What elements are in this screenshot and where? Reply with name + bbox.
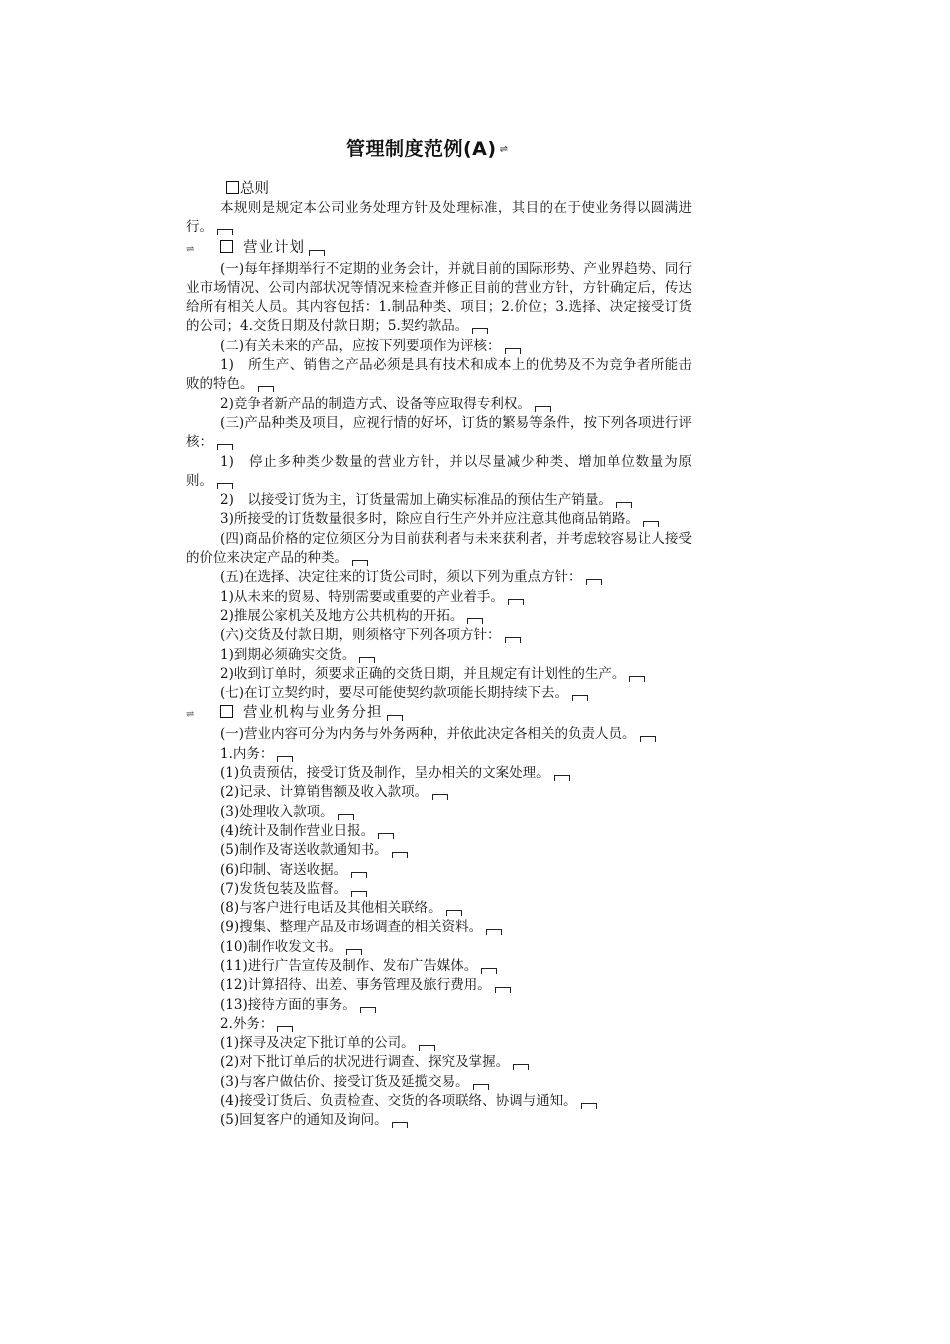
paragraph-mark-icon	[359, 657, 375, 663]
paragraph-mark-icon	[486, 929, 502, 935]
list-item: (6)印制、寄送收据。	[186, 861, 692, 880]
list-item: (5)回复客户的通知及询问。	[186, 1111, 692, 1130]
paragraph: 2)竞争者新产品的制造方式、设备等应取得专利权。	[186, 395, 692, 414]
list-item: (9)搜集、整理产品及市场调查的相关资料。	[186, 918, 692, 937]
paragraph-mark-icon	[352, 560, 368, 566]
paragraph-mark-icon	[217, 229, 233, 235]
list-item: (1)探寻及决定下批订单的公司。	[186, 1034, 692, 1053]
outline-marker-icon: ⇌	[186, 709, 195, 721]
list-item: (1)负责预估，接受订货及制作，呈办相关的文案处理。	[186, 764, 692, 783]
paragraph-mark-icon	[554, 775, 570, 781]
paragraph-mark-icon	[586, 579, 602, 585]
paragraph-mark-icon	[535, 406, 551, 412]
paragraph-mark-icon	[616, 502, 632, 508]
paragraph: (一)营业内容可分为内务与外务两种，并依此决定各相关的负责人员。	[186, 725, 692, 744]
paragraph: 1) 停止多种类少数量的营业方针，并以尽量减少种类、增加单位数量为原则。	[186, 453, 692, 489]
checkbox-glyph-icon	[220, 240, 233, 253]
paragraph-mark-icon	[505, 637, 521, 643]
paragraph-mark-icon	[473, 1084, 489, 1090]
list-item: (3)处理收入款项。	[186, 803, 692, 822]
checkbox-glyph-icon	[220, 705, 233, 718]
paragraph-mark-icon	[640, 736, 656, 742]
paragraph-mark-icon	[419, 1045, 435, 1051]
internal-duties-list	[186, 764, 692, 1015]
paragraph-mark-icon	[643, 521, 659, 527]
paragraph: 2)推展公家机关及地方公共机构的开拓。	[186, 607, 692, 626]
heading-marker-icon: ⇌	[499, 143, 509, 155]
paragraph: (六)交货及付款日期，则须格守下列各项方针：	[186, 626, 692, 645]
paragraph-mark-icon	[446, 910, 462, 916]
paragraph-mark-icon	[387, 715, 403, 721]
checkbox-glyph-icon	[226, 181, 239, 194]
paragraph-mark-icon	[217, 483, 233, 489]
paragraph-mark-icon	[508, 599, 524, 605]
paragraph: 1)从未来的贸易、特别需要或重要的产业着手。	[186, 588, 692, 607]
paragraph: 本规则是规定本公司业务处理方针及处理标准，其目的在于使业务得以圆满进行。	[186, 200, 692, 236]
section-heading-general: 总则	[226, 179, 692, 199]
paragraph-mark-icon	[351, 872, 367, 878]
paragraph: (七)在订立契约时，要尽可能使契约款项能长期持续下去。	[186, 684, 692, 703]
paragraph-mark-icon	[392, 852, 408, 858]
paragraph-mark-icon	[432, 794, 448, 800]
list-item: (4)统计及制作营业日报。	[186, 822, 692, 841]
paragraph: 2) 以接受订货为主，订货量需加上确实标准品的预估生产销量。	[186, 491, 692, 510]
paragraph-mark-icon	[346, 949, 362, 955]
paragraph: (二)有关未来的产品，应按下列要项作为评核：	[186, 337, 692, 356]
list-item: (13)接待方面的事务。	[186, 996, 692, 1015]
paragraph-mark-icon	[467, 618, 483, 624]
paragraph-mark-icon	[360, 1007, 376, 1013]
paragraph-mark-icon	[505, 348, 521, 354]
paragraph: 2)收到订单时，须要求正确的交货日期，并且规定有计划性的生产。	[186, 665, 692, 684]
paragraph-mark-icon	[629, 676, 645, 682]
paragraph-mark-icon	[217, 444, 233, 450]
outline-marker-icon: ⇌	[186, 243, 195, 255]
paragraph-mark-icon	[472, 328, 488, 334]
paragraph-mark-icon	[392, 1122, 408, 1128]
paragraph-mark-icon	[309, 250, 325, 256]
paragraph: 1) 所生产、销售之产品必须是具有技术和成本上的优势及不为竞争者所能击败的特色。	[186, 357, 692, 393]
paragraph-mark-icon	[277, 756, 293, 762]
paragraph: (一)每年择期举行不定期的业务会计，并就目前的国际形势、产业界趋势、同行业市场情况、公司内部状况等情况来检查并修正目前的营业方针，方针确定后，传达给所有相关人员。其内容包括：1.制品种类、项目；2.价位；3.选择、决定接受订货的公司；4.交货日期及付款日期；5.契约款品。	[186, 260, 692, 335]
paragraph-mark-icon	[513, 1064, 529, 1070]
list-item: (11)进行广告宣传及制作、发布广告媒体。	[186, 957, 692, 976]
paragraph: (五)在选择、决定往来的订货公司时，须以下列为重点方针：	[186, 568, 692, 587]
paragraph-mark-icon	[581, 1103, 597, 1109]
list-item: (10)制作收发文书。	[186, 938, 692, 957]
list-item: (2)记录、计算销售额及收入款项。	[186, 783, 692, 802]
paragraph-mark-icon	[258, 386, 274, 392]
paragraph: 1)到期必须确实交货。	[186, 646, 692, 665]
paragraph-mark-icon	[495, 987, 511, 993]
paragraph: (三)产品种类及项目，应视行情的好坏，订货的繁易等条件，按下列各项进行评核：	[186, 414, 692, 451]
list-item: (5)制作及寄送收款通知书。	[186, 841, 692, 860]
paragraph-mark-icon	[378, 833, 394, 839]
list-item: (12)计算招待、出差、事务管理及旅行费用。	[186, 976, 692, 995]
paragraph-mark-icon	[277, 1026, 293, 1032]
list-item: (2)对下批订单后的状况进行调查、探究及掌握。	[186, 1053, 692, 1072]
paragraph-mark-icon	[338, 814, 354, 820]
list-label-external: 2.外务：	[186, 1015, 692, 1034]
section-heading-org: ⇌ 营业机构与业务分担	[186, 703, 692, 725]
list-label-internal: 1.内务：	[186, 745, 692, 764]
title-text: 管理制度范例(A)	[346, 138, 497, 160]
paragraph: (四)商品价格的定位须区分为目前获利者与未来获利者，并考虑较容易让人接受的价位来决定产品的种类。	[186, 530, 692, 567]
external-duties-list	[186, 1034, 692, 1130]
paragraph-mark-icon	[481, 968, 497, 974]
list-item: (7)发货包装及监督。	[186, 880, 692, 899]
paragraph-mark-icon	[351, 891, 367, 897]
paragraph: 3)所接受的订货数量很多时，除应自行生产外并应注意其他商品销路。	[186, 510, 692, 529]
list-item: (3)与客户做估价、接受订货及延揽交易。	[186, 1073, 692, 1092]
document-title	[346, 136, 508, 163]
list-item: (8)与客户进行电话及其他相关联络。	[186, 899, 692, 918]
paragraph-mark-icon	[572, 695, 588, 701]
section-heading-sales-plan: ⇌ 营业计划	[186, 238, 692, 260]
document-body	[186, 179, 692, 1131]
list-item: (4)接受订货后、负责检查、交货的各项联络、协调与通知。	[186, 1092, 692, 1111]
